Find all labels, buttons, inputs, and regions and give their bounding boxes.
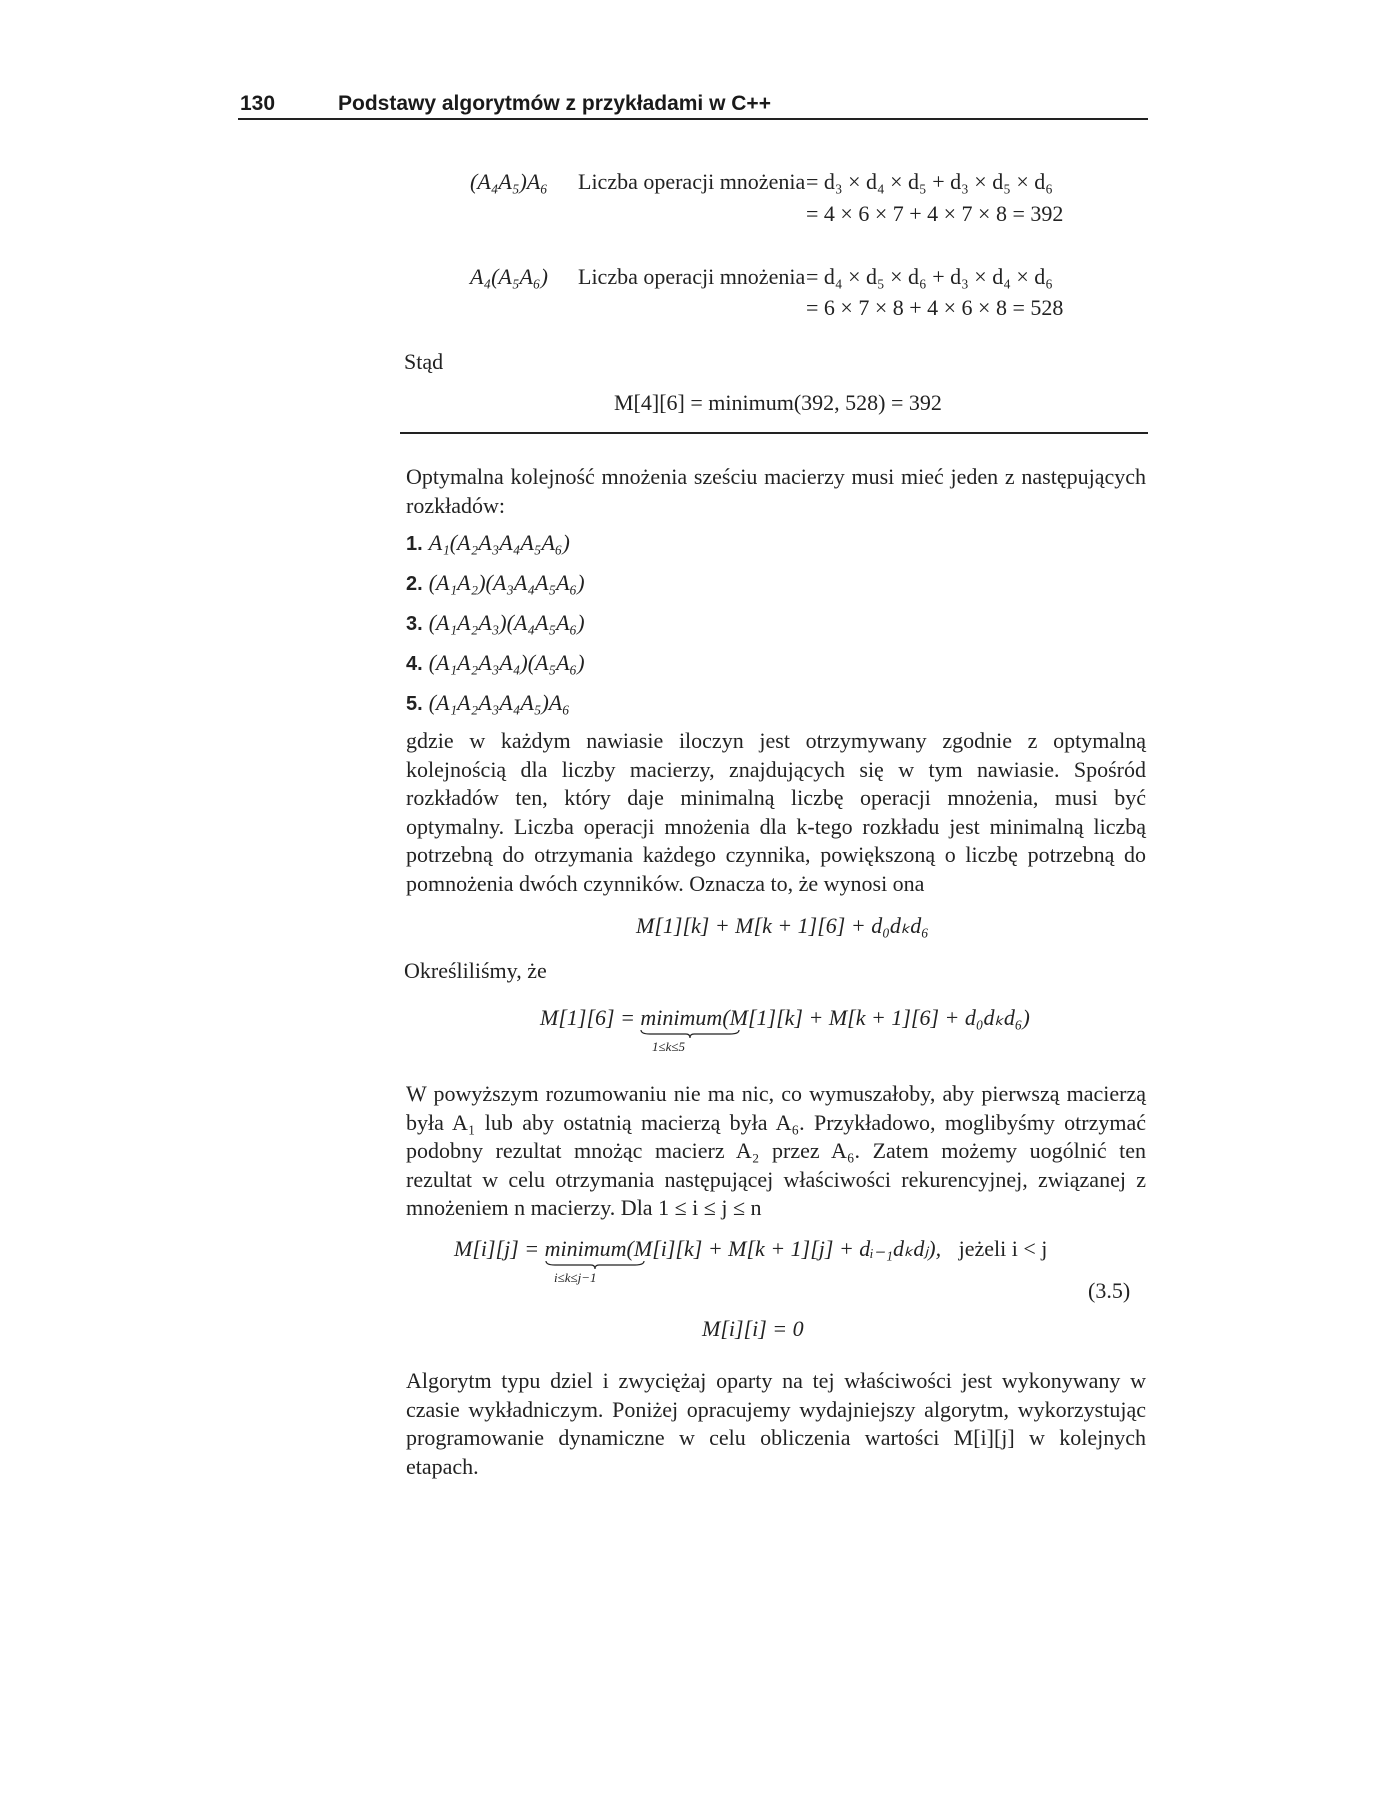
paragraph: gdzie w każdym nawiasie iloczyn jest otrzymywany zgodnie z optymalną kolejnością dla liczby macierzy, znajdujących się w tym nawiasie. Spośród rozkładów ten, który daje minimalną liczbę operacji mnożenia, musi być optymalny. Liczba operacji mnożenia dla k-tego rozkładu jest minimalną liczbą potrzebną do otrzymania każdego czynnika, powiększoną o liczbę potrzebną do pomnożenia dwóch czynników. Oznacza to, że wynosi ona bbox=[406, 728, 1146, 896]
formula-lhs: M[1][6] = bbox=[540, 1005, 641, 1030]
formula-line: = 6 × 7 × 8 + 4 × 6 × 8 = 528 bbox=[806, 295, 1064, 320]
list-number: 4. bbox=[406, 653, 423, 675]
equation-number: (3.5) bbox=[1088, 1278, 1131, 1303]
list-text: (A₁A₂)(A₃A₄A₅A₆) bbox=[428, 570, 585, 595]
expression-a4-a5a6: A₄(A₅A₆) bbox=[470, 264, 548, 289]
formula-lhs: M[i][j] = bbox=[454, 1236, 545, 1261]
header-rule bbox=[238, 118, 1148, 120]
formula-m16 bbox=[540, 1005, 1030, 1031]
list-item bbox=[406, 650, 585, 676]
paragraph: Optymalna kolejność mnożenia sześciu macierzy musi mieć jeden z następujących rozkładów: bbox=[406, 464, 1146, 518]
example-end-rule bbox=[400, 432, 1148, 434]
multiplication-count-label: Liczba operacji mnożenia bbox=[578, 264, 806, 289]
formula-rhs: (M[1][k] + M[k + 1][6] + d₀dₖd₆) bbox=[722, 1005, 1030, 1030]
multiplication-count-label: Liczba operacji mnożenia bbox=[578, 169, 806, 194]
formula-line: = d₃ × d₄ × d₅ + d₃ × d₅ × d₆ bbox=[806, 169, 1053, 194]
formula-line: = d₄ × d₅ × d₆ + d₃ × d₄ × d₆ bbox=[806, 264, 1053, 289]
list-number: 1. bbox=[406, 533, 423, 555]
minimum-operator bbox=[545, 1236, 627, 1262]
stad-label: Stąd bbox=[404, 349, 444, 374]
list-number: 2. bbox=[406, 573, 423, 595]
page-number: 130 bbox=[240, 92, 276, 115]
paragraph: Algorytm typu dziel i zwyciężaj oparty na tej właściwości jest wykonywany w czasie wykładniczym. Poniżej opracujemy wydajniejszy algorytm, wykorzystując programowanie dynamiczne w celu obliczenia wartości M[i][j] w kolejnych etapach. bbox=[406, 1368, 1146, 1479]
list-number: 5. bbox=[406, 693, 423, 715]
minimum-operator bbox=[640, 1005, 722, 1031]
expression-a4a5-a6: (A₄A₅)A₆ bbox=[470, 169, 548, 194]
minimum-limit: i≤k≤j−1 bbox=[554, 1270, 597, 1285]
minimum-fn: minimum bbox=[640, 1005, 723, 1030]
list-number: 3. bbox=[406, 613, 423, 635]
underbrace bbox=[545, 1260, 645, 1270]
formula-line: = 4 × 6 × 7 + 4 × 7 × 8 = 392 bbox=[806, 201, 1064, 226]
minimum-limit: 1≤k≤5 bbox=[652, 1039, 686, 1054]
list-item bbox=[406, 530, 570, 556]
formula-base-case: M[i][i] = 0 bbox=[702, 1316, 804, 1341]
underbrace bbox=[640, 1029, 740, 1039]
list-item bbox=[406, 690, 570, 716]
okreslilismy-label: Określiliśmy, że bbox=[404, 958, 547, 983]
list-text: (A₁A₂A₃A₄A₅)A₆ bbox=[428, 690, 570, 715]
paragraph: W powyższym rozumowaniu nie ma nic, co wymuszałoby, aby pierwszą macierzą była A₁ lub aby ostatnią macierzą była A₆. Przykładowo, moglibyśmy otrzymać podobny rezultat mnożąc macierz A₂ przez A₆. Zatem możemy uogólnić ten rezultat w celu otrzymania następującej właściwości rekurencyjnej, związanej z mnożeniem n macierzy. Dla 1 ≤ i ≤ j ≤ n bbox=[406, 1081, 1146, 1221]
result-formula: M[4][6] = minimum(392, 528) = 392 bbox=[614, 390, 942, 415]
list-text: A₁(A₂A₃A₄A₅A₆) bbox=[428, 530, 570, 555]
minimum-fn: minimum bbox=[544, 1236, 627, 1261]
formula-condition: jeżeli i < j bbox=[958, 1236, 1048, 1261]
formula-rhs: (M[i][k] + M[k + 1][j] + dᵢ₋₁dₖdⱼ), bbox=[626, 1236, 942, 1261]
list-text: (A₁A₂A₃)(A₄A₅A₆) bbox=[428, 610, 585, 635]
formula-recurrence bbox=[454, 1236, 1047, 1262]
list-item bbox=[406, 610, 585, 636]
list-item bbox=[406, 570, 585, 596]
running-title: Podstawy algorytmów z przykładami w C++ bbox=[338, 92, 771, 115]
formula-kth-split: M[1][k] + M[k + 1][6] + d₀dₖd₆ bbox=[636, 913, 929, 938]
list-text: (A₁A₂A₃A₄)(A₅A₆) bbox=[428, 650, 585, 675]
